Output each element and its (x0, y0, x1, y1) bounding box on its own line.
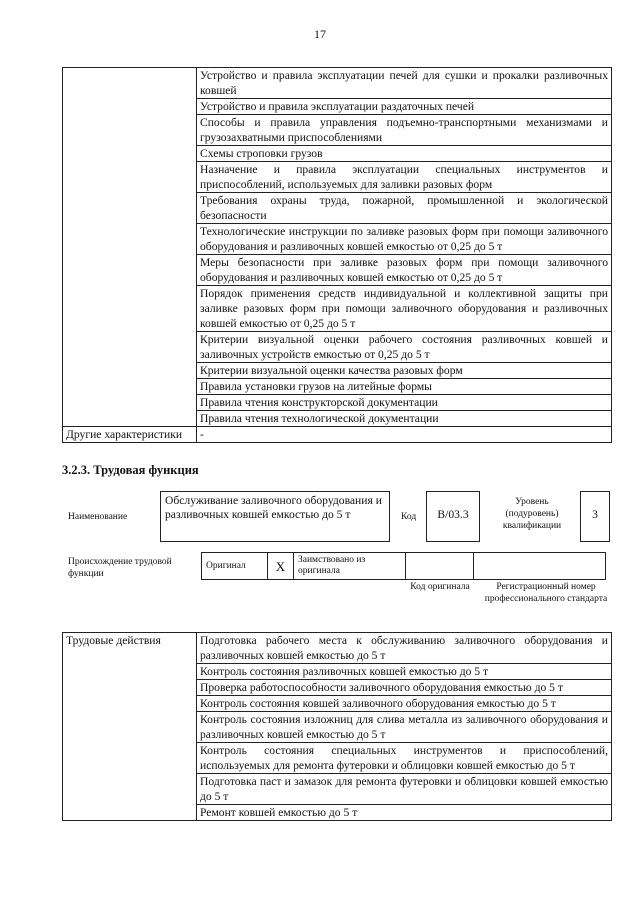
page-number: 17 (314, 27, 326, 41)
table-cell: Проверка работоспособности заливочного оборудования емкостью до 5 т (197, 680, 612, 696)
table-cell: Контроль состояния специальных инструментов и приспособлений, используемых для ремонта футеровки и облицовки ковшей емкостью до 5 т (197, 743, 612, 774)
table-cell: Ремонт ковшей емкостью до 5 т (197, 805, 612, 821)
table-cell: Назначение и правила эксплуатации специальных инструментов и приспособлений, используемых для заливки разовых форм (197, 162, 612, 193)
table-cell: Контроль состояния ковшей заливочного оборудования емкостью до 5 т (197, 696, 612, 712)
table-cell: Правила установки грузов на литейные формы (197, 379, 612, 395)
knowledge-table (62, 67, 612, 443)
table-cell: Подготовка рабочего места к обслуживанию заливочного оборудования и разливочных ковшей емкостью до 5 т (197, 633, 612, 664)
table-row (63, 427, 612, 443)
function-code-box: B/03.3 (426, 491, 480, 542)
table-cell: Контроль состояния изложниц для слива металла из заливочного оборудования и разливочных ковшей емкостью до 5 т (197, 712, 612, 743)
borrowed-cell: Заимствовано из оригинала (294, 553, 406, 580)
table-row (63, 633, 612, 664)
table-cell: Устройство и правила эксплуатации раздаточных печей (197, 99, 612, 115)
row-label (63, 68, 197, 427)
table-cell: Критерии визуальной оценки рабочего состояния разливочных ковшей и заливочных устройств емкостью от 0,25 до 5 т (197, 332, 612, 363)
row-label: Трудовые действия (63, 633, 197, 821)
table-cell: Контроль состояния разливочных ковшей емкостью до 5 т (197, 664, 612, 680)
row-label: Другие характеристики (63, 427, 197, 443)
table-cell: Правила чтения конструкторской документации (197, 395, 612, 411)
table-cell: Схемы строповки грузов (197, 146, 612, 162)
table-cell: Технологические инструкции по заливке разовых форм при помощи заливочного оборудования и разливочных ковшей емкостью от 0,25 до 5 т (197, 224, 612, 255)
code-caption: Код оригинала (410, 582, 470, 592)
table-cell: Правила чтения технологической документации (197, 411, 612, 427)
origin-label: Происхождение трудовой функции (68, 557, 172, 579)
reg-caption: Регистрационный номер профессионального стандарта (484, 582, 608, 604)
level-label: Уровень (подуровень) квалификации (502, 497, 562, 531)
origin-table (201, 552, 606, 580)
table-cell: - (197, 427, 612, 443)
original-mark: X (268, 553, 294, 580)
table-cell: Устройство и правила эксплуатации печей для сушки и прокалки разливочных ковшей (197, 68, 612, 99)
table-cell: Критерии визуальной оценки качества разовых форм (197, 363, 612, 379)
labor-actions-table (62, 632, 612, 821)
table-cell: Способы и правила управления подъемно-транспортными механизмами и грузозахватными приспособлениями (197, 115, 612, 146)
reg-number-cell (474, 553, 606, 580)
name-label: Наименование (68, 512, 128, 522)
level-value-box: 3 (580, 491, 610, 542)
table-cell: Меры безопасности при заливке разовых форм при помощи заливочного оборудования и разливочных ковшей емкостью от 0,25 до 5 т (197, 255, 612, 286)
table-cell: Подготовка паст и замазок для ремонта футеровки и облицовки ковшей емкостью до 5 т (197, 774, 612, 805)
table-cell: Порядок применения средств индивидуальной и коллективной защиты при заливке разовых форм при помощи заливочного оборудования и разливочных ковшей емкостью от 0,25 до 5 т (197, 286, 612, 332)
table-row (63, 68, 612, 99)
table-cell: Требования охраны труда, пожарной, промышленной и экологической безопасности (197, 193, 612, 224)
code-label: Код (401, 512, 417, 522)
function-name-box: Обслуживание заливочного оборудования и разливочных ковшей емкостью до 5 т (160, 491, 390, 542)
section-title: 3.2.3. Трудовая функция (62, 463, 199, 477)
original-code-cell (406, 553, 474, 580)
original-cell: Оригинал (202, 553, 268, 580)
